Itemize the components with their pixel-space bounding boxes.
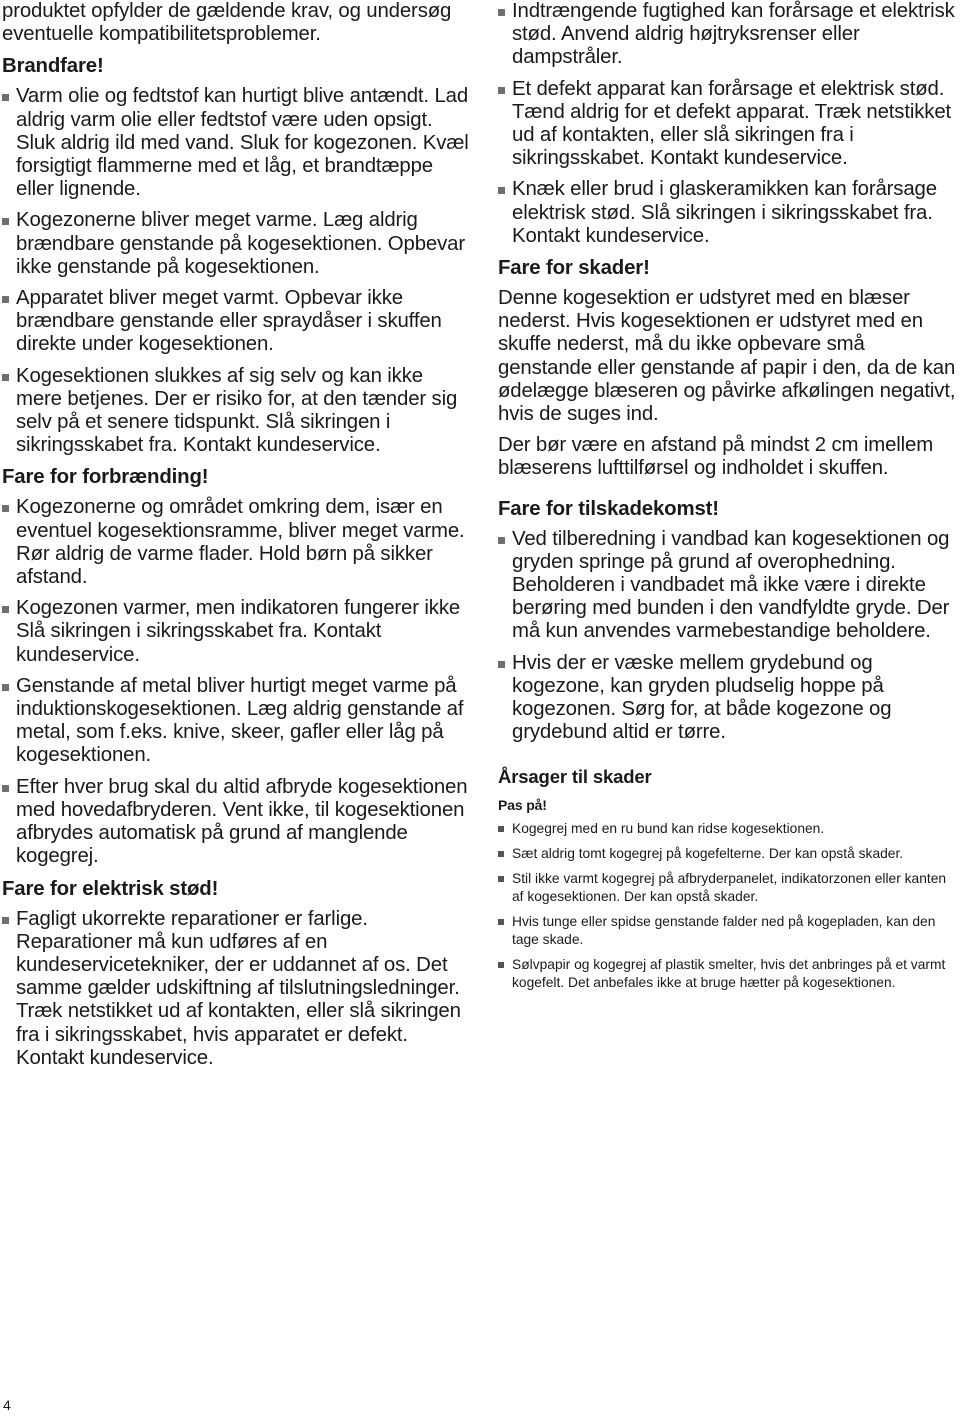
- list-item: Sæt aldrig tomt kogegrej på kogefelterne. Der kan opstå skader.: [498, 845, 960, 863]
- list-brandfare: [2, 85, 472, 457]
- list-aarsager: [498, 820, 960, 992]
- list-item: Ved tilberedning i vandbad kan kogesektionen og gryden springe på grund af overophedning. Beholderen i vandbadet må ikke være i direkte berøring med bunden i den vandfyldte gryde. Der må kun anvendes varmebestandige beholdere.: [498, 528, 960, 644]
- list-item: Sølvpapir og kogegrej af plastik smelter, hvis det anbringes på et varmt kogefelt. Det anbefales ikke at bruge hætter på kogesektionen.: [498, 956, 960, 992]
- heading-tilskadekomst: Fare for tilskadekomst!: [498, 497, 719, 520]
- list-item: Hvis tunge eller spidse genstande falder ned på kogepladen, kan den tage skade.: [498, 913, 960, 949]
- intro-paragraph: produktet opfylder de gældende krav, og undersøg eventuelle kompatibilitetsproblemer.: [2, 0, 452, 46]
- page-number: 4: [3, 1397, 11, 1413]
- list-item: Kogesektionen slukkes af sig selv og kan ikke mere betjenes. Der er risiko for, at den tænder sig selv på et senere tidspunkt. Slå sikringen i sikringsskabet fra. Kontakt kundeservice.: [2, 365, 472, 458]
- list-item: Kogezonen varmer, men indikatoren fungerer ikke Slå sikringen i sikringsskabet fra. Kontakt kundeservice.: [2, 597, 472, 667]
- paragraph-blaeser: Denne kogesektion er udstyret med en blæser nederst. Hvis kogesektionen er udstyret med en skuffe nederst, må du ikke opbevare små genstande eller genstande af papir i den, da de kan ødelægge blæseren og påvirke afkølingen negativt, hvis de suges ind.: [498, 287, 956, 426]
- right-column: [498, 0, 960, 999]
- list-elektrisk-stod: [2, 908, 472, 1070]
- paragraph-afstand: Der bør være en afstand på mindst 2 cm imellem blæserens lufttilførsel og indholdet i skuffen.: [498, 434, 934, 480]
- list-item: Hvis der er væske mellem grydebund og kogezone, kan gryden pludselig hoppe på kogezonen. Sørg for, at både kogezone og grydebund altid er tørre.: [498, 652, 960, 745]
- list-item: Varm olie og fedtstof kan hurtigt blive antændt. Lad aldrig varm olie eller fedtstof være uden opsigt. Sluk aldrig ild med vand. Sluk for kogezonen. Kvæl forsigtigt flammerne med et låg, et brandtæppe eller lignende.: [2, 85, 472, 201]
- list-item: Kogezonerne og området omkring dem, især en eventuel kogesektionsramme, bliver meget varme. Rør aldrig de varme flader. Hold børn på sikker afstand.: [2, 496, 472, 589]
- list-item: Fagligt ukorrekte reparationer er farlige. Reparationer må kun udføres af en kundeservicetekniker, der er uddannet af os. Det samme gælder udskiftning af tilslutningsledninger. Træk netstikket ud af kontakten, eller slå sikringen fra i sikringsskabet, hvis apparatet er defekt. Kontakt kundeservice.: [2, 908, 472, 1070]
- list-elektrisk-stod-continued: [498, 0, 960, 248]
- list-item: Kogezonerne bliver meget varme. Læg aldrig brændbare genstande på kogesektionen. Opbevar ikke genstande på kogesektionen.: [2, 209, 472, 279]
- list-item: Indtrængende fugtighed kan forårsage et elektrisk stød. Anvend aldrig højtryksrenser eller dampstråler.: [498, 0, 960, 70]
- list-item: Efter hver brug skal du altid afbryde kogesektionen med hovedafbryderen. Vent ikke, til kogesektionen afbrydes automatisk på grund af manglende kogegrej.: [2, 776, 472, 869]
- heading-brandfare: Brandfare!: [2, 55, 104, 78]
- list-forbraending: [2, 496, 472, 868]
- heading-elektrisk-stod: Fare for elektrisk stød!: [2, 877, 219, 900]
- list-item: Apparatet bliver meget varmt. Opbevar ikke brændbare genstande eller spraydåser i skuffen direkte under kogesektionen.: [2, 287, 472, 357]
- left-column: [2, 0, 472, 1078]
- list-item: Kogegrej med en ru bund kan ridse kogesektionen.: [498, 820, 960, 838]
- list-item: Et defekt apparat kan forårsage et elektrisk stød. Tænd aldrig for et defekt apparat. Træk netstikket ud af kontakten, eller slå sikringen fra i sikringsskabet. Kontakt kundeservice.: [498, 78, 960, 171]
- list-item: Genstande af metal bliver hurtigt meget varme på induktionskogesektionen. Læg aldrig genstande af metal, som f.eks. knive, skeer, gafler eller låg på kogesektionen.: [2, 675, 472, 768]
- heading-forbraending: Fare for forbrænding!: [2, 466, 209, 489]
- list-item: Stil ikke varmt kogegrej på afbryderpanelet, indikatorzonen eller kanten af kogesektionen. Der kan opstå skader.: [498, 870, 960, 906]
- list-tilskadekomst: [498, 528, 960, 745]
- heading-aarsager-til-skader: Årsager til skader: [498, 766, 652, 788]
- list-item: Knæk eller brud i glaskeramikken kan forårsage elektrisk stød. Slå sikringen i sikringsskabet fra. Kontakt kundeservice.: [498, 178, 960, 248]
- heading-fare-for-skader: Fare for skader!: [498, 257, 650, 280]
- caution-label: Pas på!: [498, 797, 547, 814]
